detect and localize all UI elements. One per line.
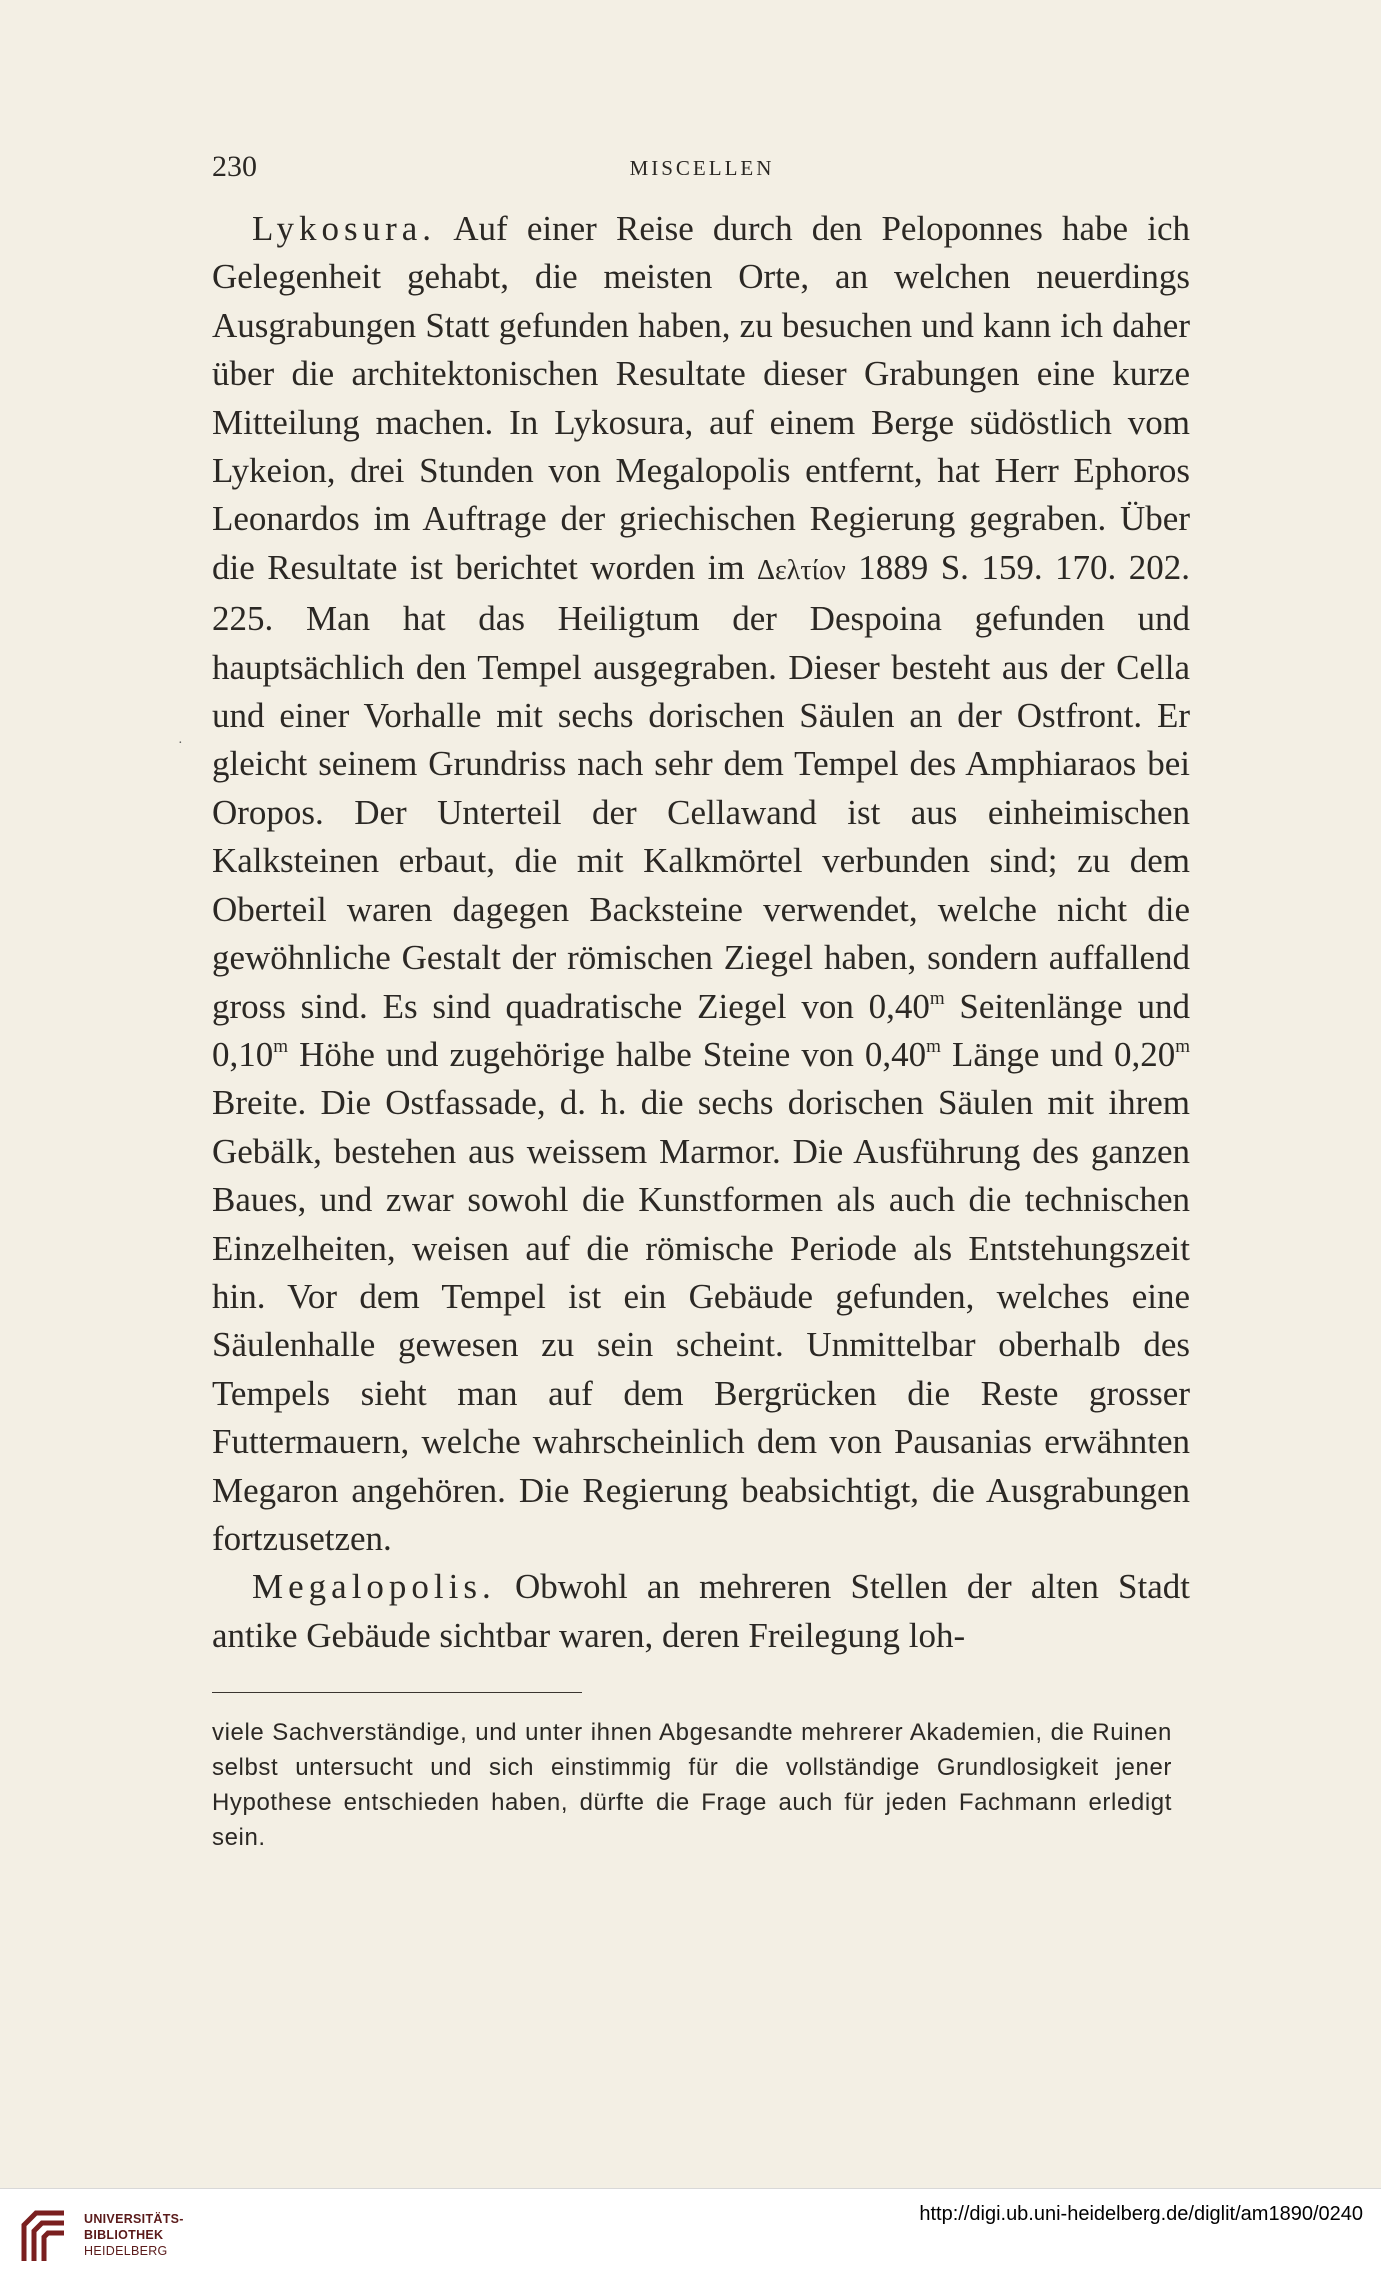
library-name-line: HEIDELBERG	[84, 2244, 168, 2258]
library-name-line: UNIVERSITÄTS-	[84, 2212, 184, 2226]
main-text	[212, 205, 1190, 1660]
library-name	[84, 2211, 184, 2259]
page-header	[212, 150, 1192, 190]
running-title: MISCELLEN	[629, 156, 775, 180]
paragraph-lykosura	[212, 205, 1190, 1563]
unit-superscript: m	[273, 1035, 289, 1057]
text-segment: Obwohl an mehreren Stellen der alten Stadt antike Gebäude sichtbar waren, deren Freilegung loh-	[212, 1567, 1190, 1655]
section-heading-megalopolis: Megalopolis.	[252, 1567, 496, 1607]
text-segment: 1889 S. 159. 170. 202. 225. Man hat das Heiligtum der Despoina gefunden und hauptsächlich den Tempel ausgegraben. Dieser besteht aus der Cella und einer Vorhalle mit sechs dorischen Säulen an der Ostfront. Er gleicht seinem Grundriss nach sehr dem Tempel des Amphiaraos bei Oropos. Der Unterteil der Cellawand ist aus einheimischen Kalksteinen erbaut, die mit Kalkmörtel verbunden sind; zu dem Oberteil waren dagegen Backsteine verwendet, welche nicht die gewöhnliche Gestalt der römischen Ziegel haben, sondern auffallend gross sind. Es sind quadratische Ziegel von 0,40	[212, 547, 1190, 1026]
text-segment: Höhe und zugehörige halbe Steine von 0,40	[288, 1034, 927, 1074]
paragraph-megalopolis	[212, 1563, 1190, 1660]
unit-superscript: m	[926, 1035, 941, 1057]
text-segment: Länge und 0,20	[940, 1034, 1176, 1074]
text-segment: Breite. Die Ostfassade, d. h. die sechs dorischen Säulen mit ihrem Gebälk, bestehen aus weissem Marmor. Die Ausführung des ganzen Baues, und zwar sowohl die Kunstformen als auch die technischen Einzelheiten, weisen auf die römische Periode als Entstehungszeit hin. Vor dem Tempel ist ein Gebäude gefunden, welches eine Säulenhalle gewesen zu sein scheint. Unmittelbar oberhalb des Tempels sieht man auf dem Bergrücken die Reste grosser Futtermauern, welche wahrscheinlich dem von Pausanias erwähnten Megaron angehören. Die Regierung beabsichtigt, die Ausgrabungen fortzusetzen.	[212, 1083, 1190, 1558]
section-heading-lykosura: Lykosura.	[252, 209, 437, 248]
library-name-line: BIBLIOTHEK	[84, 2228, 164, 2242]
footnote-divider	[212, 1692, 582, 1693]
source-url-link[interactable]: http://digi.ub.uni-heidelberg.de/diglit/am1890/0240	[919, 2203, 1363, 2225]
text-segment: Auf einer Reise durch den Peloponnes habe ich Gelegenheit gehabt, die meisten Orte, an welchen neuerdings Ausgrabungen Statt gefunden haben, zu besuchen und kann ich daher über die architektonischen Resultate dieser Grabungen eine kurze Mitteilung machen. In Lykosura, auf einem Berge südöstlich vom Lykeion, drei Stunden von Megalopolis entfernt, hat Herr Ephoros Leonardos im Auftrage der griechischen Regierung gegraben. Über die Resultate ist berichtet worden im	[212, 209, 1190, 587]
page-number: 230	[212, 150, 257, 183]
footer-bar	[0, 2188, 1381, 2277]
library-logo-icon	[14, 2203, 74, 2265]
greek-word: Δελτίον	[757, 554, 846, 586]
text-segment: Seitenlänge und 0,10	[212, 986, 1190, 1074]
footnote: viele Sachverständige, und unter ihnen Abgesandte mehrerer Akademien, die Ruinen selbst untersucht und sich einstimmig für die vollständige Grundlosigkeit jener Hypothese entschieden haben, dürfte die Frage auch für jeden Fachmann erledigt sein.	[212, 1719, 1172, 1851]
unit-superscript: m	[929, 987, 945, 1009]
margin-mark: ·	[178, 736, 183, 751]
unit-superscript: m	[1175, 1035, 1190, 1057]
